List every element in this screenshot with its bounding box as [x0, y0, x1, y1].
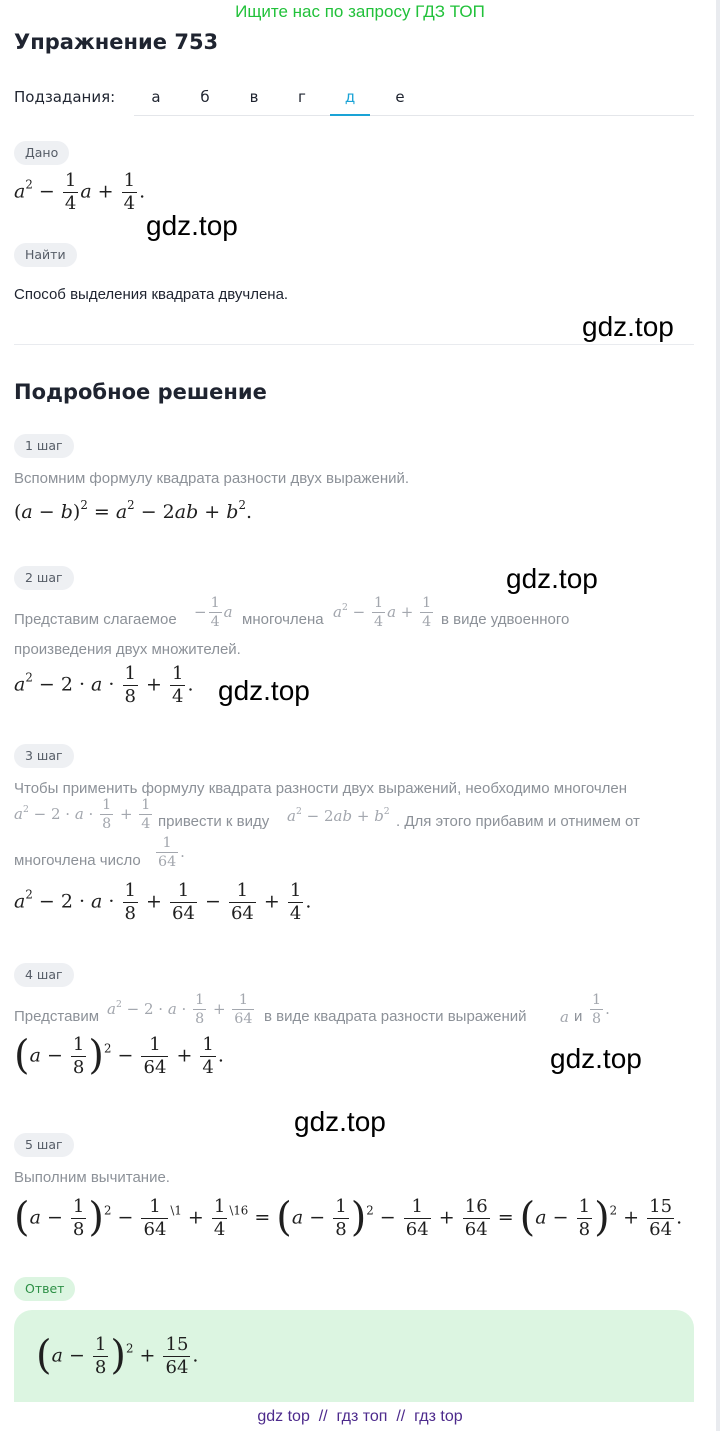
step-2-term: − $\frac{1}{4}$ a — [194, 595, 233, 631]
step-3-form: $a^2 - 2ab + b^2$ — [287, 806, 390, 825]
tabs-underline — [134, 115, 694, 116]
find-chip: Найти — [14, 243, 77, 267]
step-5-chip: 5 шаг — [14, 1133, 74, 1157]
step-2-chip: 2 шаг — [14, 566, 74, 590]
footer-link-gdz-top[interactable]: gdz top — [257, 1408, 310, 1425]
watermark: gdz.top — [146, 210, 238, 241]
footer-links — [0, 1405, 720, 1429]
tab-g[interactable]: г — [298, 88, 306, 106]
step-2-poly: $a^2$ − $\frac{1}{4}$ a + $\frac{1}{4}$ — [333, 595, 432, 631]
step-1-text: Вспомним формулу квадрата разности двух выражений. — [14, 470, 410, 487]
given-chip: Дано — [14, 141, 69, 165]
subtasks-tabs — [14, 82, 694, 116]
step-3-text-b: привести к виду — [158, 813, 270, 830]
footer-separator: // — [318, 1408, 328, 1425]
watermark: gdz.top — [294, 1106, 386, 1137]
step-4-text-b: в виде квадрата разности выражений — [264, 1008, 527, 1025]
watermark: gdz.top — [550, 1043, 642, 1074]
answer-chip: Ответ — [14, 1277, 75, 1301]
step-3-text-a: Чтобы применить формулу квадрата разности двух выражений, необходимо многочлен — [14, 780, 628, 797]
step-5-formula: (a − $\frac{1}{8}$ )$^2$ − $\frac{1}{64}$ $^{\backslash 1}$ + $\frac{1}{4}$ $^{\backslash 16}$ = (a − $\frac{1}{8}$ )$^2$ − $\frac{1}{64}$ + $\frac{16}{64}$ = (a − $\frac{1}{8}$ )$^2$ + $\frac{15}{64}$ . — [14, 1194, 683, 1241]
page-title: Упражнение 753 — [14, 30, 219, 54]
step-4-chip: 4 шаг — [14, 963, 74, 987]
step-4-formula: (a − $\frac{1}{8}$ )$^2$ − $\frac{1}{64}$ + $\frac{1}{4}$ . — [14, 1032, 224, 1079]
step-3-formula: $a^2 - 2 \cdot a$ · $\frac{1}{8}$ + $\frac{1}{64}$ − $\frac{1}{64}$ + $\frac{1}{4}$ . — [14, 880, 312, 925]
step-3-chip: 3 шаг — [14, 744, 74, 768]
step-3-text-c: . Для этого прибавим и отнимем от — [396, 813, 640, 830]
solution-title: Подробное решение — [14, 380, 267, 404]
tab-d-active[interactable]: д — [330, 88, 370, 106]
footer-link-gdz-top-ru[interactable]: гдз топ — [336, 1408, 388, 1425]
step-3-text-d: многочлена число — [14, 852, 141, 869]
tab-e[interactable]: е — [395, 88, 405, 106]
step-3-poly: $a^2 - 2 \cdot a$ · $\frac{1}{8}$ + $\frac{1}{4}$ — [14, 797, 151, 833]
tab-v[interactable]: в — [249, 88, 259, 106]
step-4-text-a: Представим — [14, 1008, 100, 1025]
divider — [14, 344, 694, 345]
step-4-text-c: и — [574, 1008, 583, 1025]
watermark: gdz.top — [582, 311, 674, 342]
watermark: gdz.top — [218, 675, 310, 706]
watermark: gdz.top — [506, 563, 598, 594]
step-2-formula: $a^2 - 2 \cdot a$ · $\frac{1}{8}$ + $\frac{1}{4}$ . — [14, 663, 194, 708]
step-4-poly: $a^2 - 2 \cdot a$ · $\frac{1}{8}$ + $\frac{1}{64}$ — [107, 992, 253, 1028]
right-border — [716, 0, 720, 1431]
tab-b[interactable]: б — [200, 88, 210, 106]
subtasks-label: Подзадания: — [14, 88, 116, 106]
step-5-text: Выполним вычитание. — [14, 1169, 170, 1186]
step-2-text-d: произведения двух множителей. — [14, 641, 241, 658]
step-4-fraction: $\frac{1}{8}$ . — [592, 992, 610, 1028]
answer-formula: (a − $\frac{1}{8}$ )$^2$ + $\frac{15}{64}$ . — [36, 1332, 199, 1379]
given-expression: $a^2$ − $\frac{1}{4}$ a + $\frac{1}{4}$ . — [14, 170, 146, 215]
tab-a[interactable]: а — [151, 88, 161, 106]
step-3-number: $\frac{1}{64}$ . — [158, 835, 185, 871]
footer-separator: // — [396, 1408, 406, 1425]
footer-link-gdz-top-mixed[interactable]: гдз top — [414, 1408, 463, 1425]
step-2-text-b: многочлена — [242, 611, 324, 628]
search-banner[interactable]: Ищите нас по запросу ГДЗ ТОП — [235, 2, 485, 21]
step-2-text-c: в виде удвоенного — [441, 611, 570, 628]
step-2-text-a: Представим слагаемое — [14, 611, 177, 628]
find-text: Способ выделения квадрата двучлена. — [14, 286, 289, 303]
step-1-chip: 1 шаг — [14, 434, 74, 458]
step-1-formula: $(a - b)^2 = a^2 - 2ab + b^2$. — [14, 498, 252, 523]
step-4-var-a: a — [560, 1008, 569, 1026]
